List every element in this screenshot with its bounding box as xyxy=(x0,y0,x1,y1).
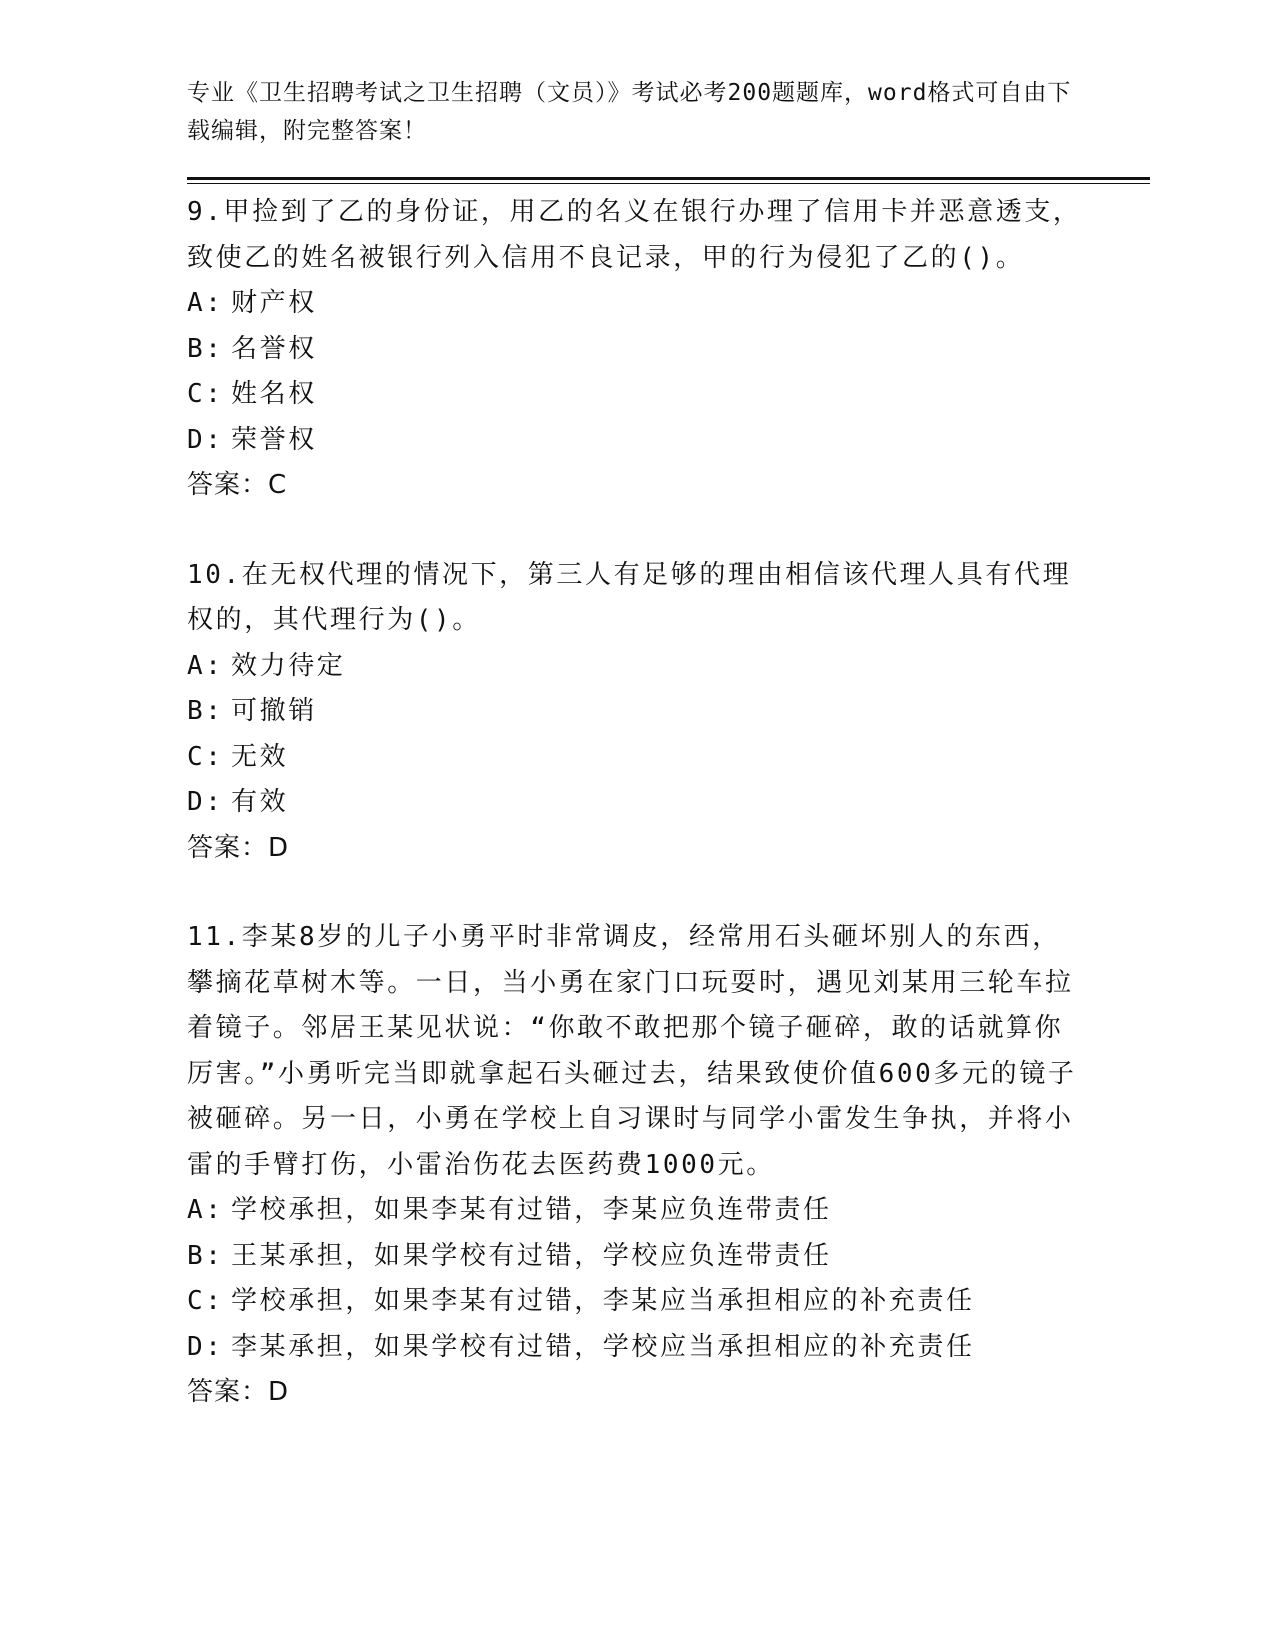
answer: 答案：D xyxy=(187,832,290,863)
document-header xyxy=(187,74,1077,150)
option-text: 有效 xyxy=(231,787,289,817)
option-letter: A: xyxy=(187,1195,224,1225)
option-a xyxy=(187,1188,1087,1234)
question-text xyxy=(187,190,1087,281)
option-text: 可撤销 xyxy=(231,696,317,726)
option-letter: C: xyxy=(187,379,224,409)
question-text xyxy=(187,553,1087,644)
answer: 答案：C xyxy=(187,470,288,500)
option-a xyxy=(187,644,1087,690)
option-letter: B: xyxy=(187,333,224,364)
question-stem: 李某8岁的儿子小勇平时非常调皮，经常用石头砸坏别人的东西，攀摘花草树木等。一日，当小勇在家门口玩耍时，遇见刘某用三轮车拉着镜子。邻居王某见状说：“你敢不敢把那个镜子砸碎，敢的话就算你厉害。”小勇听完当即就拿起石头砸过去，结果致使价值600多元的镜子被砸碎。另一日，小勇在学校上自习课时与同学小雷发生争执，并将小雷的手臂打伤，小雷治伤花去医药费1000元。 xyxy=(187,922,1077,1180)
option-b xyxy=(187,327,1087,373)
option-letter: D: xyxy=(187,787,224,817)
question-number: 10. xyxy=(187,559,242,590)
option-d xyxy=(187,780,1087,826)
question-stem: 甲捡到了乙的身份证，用乙的名义在银行办理了信用卡并恶意透支，致使乙的姓名被银行列入信用不良记录，甲的行为侵犯了乙的()。 xyxy=(187,197,1082,273)
option-text: 荣誉权 xyxy=(231,424,317,455)
option-letter: D: xyxy=(187,424,224,455)
option-b xyxy=(187,1234,1087,1280)
question-number: 9. xyxy=(187,197,224,227)
option-c xyxy=(187,372,1087,418)
header-divider-thick xyxy=(187,177,1150,180)
option-text: 无效 xyxy=(231,741,289,772)
option-b xyxy=(187,689,1087,735)
option-letter: C: xyxy=(187,741,224,772)
option-text: 效力待定 xyxy=(231,650,346,681)
option-text: 财产权 xyxy=(231,288,317,318)
answer: 答案：D xyxy=(187,1377,290,1407)
question-list xyxy=(187,190,1087,1460)
option-text: 王某承担，如果学校有过错，学校应负连带责任 xyxy=(231,1240,832,1271)
option-c xyxy=(187,1279,1087,1325)
option-letter: B: xyxy=(187,1240,224,1271)
option-letter: D: xyxy=(187,1331,224,1362)
option-letter: C: xyxy=(187,1286,224,1316)
question-stem: 在无权代理的情况下，第三人有足够的理由相信该代理人具有代理权的，其代理行为()。 xyxy=(187,559,1072,635)
header-divider-thin xyxy=(187,183,1150,184)
question-text xyxy=(187,915,1087,1188)
question-9 xyxy=(187,190,1087,509)
option-d xyxy=(187,418,1087,464)
header-text: 专业《卫生招聘考试之卫生招聘（文员）》考试必考200题题库，word格式可自由下载编辑，附完整答案！ xyxy=(187,80,1072,144)
option-text: 学校承担，如果李某有过错，李某应负连带责任 xyxy=(231,1195,832,1225)
question-11 xyxy=(187,915,1087,1416)
option-letter: A: xyxy=(187,288,224,318)
question-number: 11. xyxy=(187,922,242,952)
option-text: 名誉权 xyxy=(231,333,317,364)
option-d xyxy=(187,1325,1087,1371)
option-text: 姓名权 xyxy=(231,379,317,409)
option-text: 学校承担，如果李某有过错，李某应当承担相应的补充责任 xyxy=(231,1286,975,1316)
option-a xyxy=(187,281,1087,327)
question-10 xyxy=(187,553,1087,872)
option-letter: B: xyxy=(187,696,224,726)
option-letter: A: xyxy=(187,650,224,681)
option-c xyxy=(187,735,1087,781)
option-text: 李某承担，如果学校有过错，学校应当承担相应的补充责任 xyxy=(231,1331,975,1362)
